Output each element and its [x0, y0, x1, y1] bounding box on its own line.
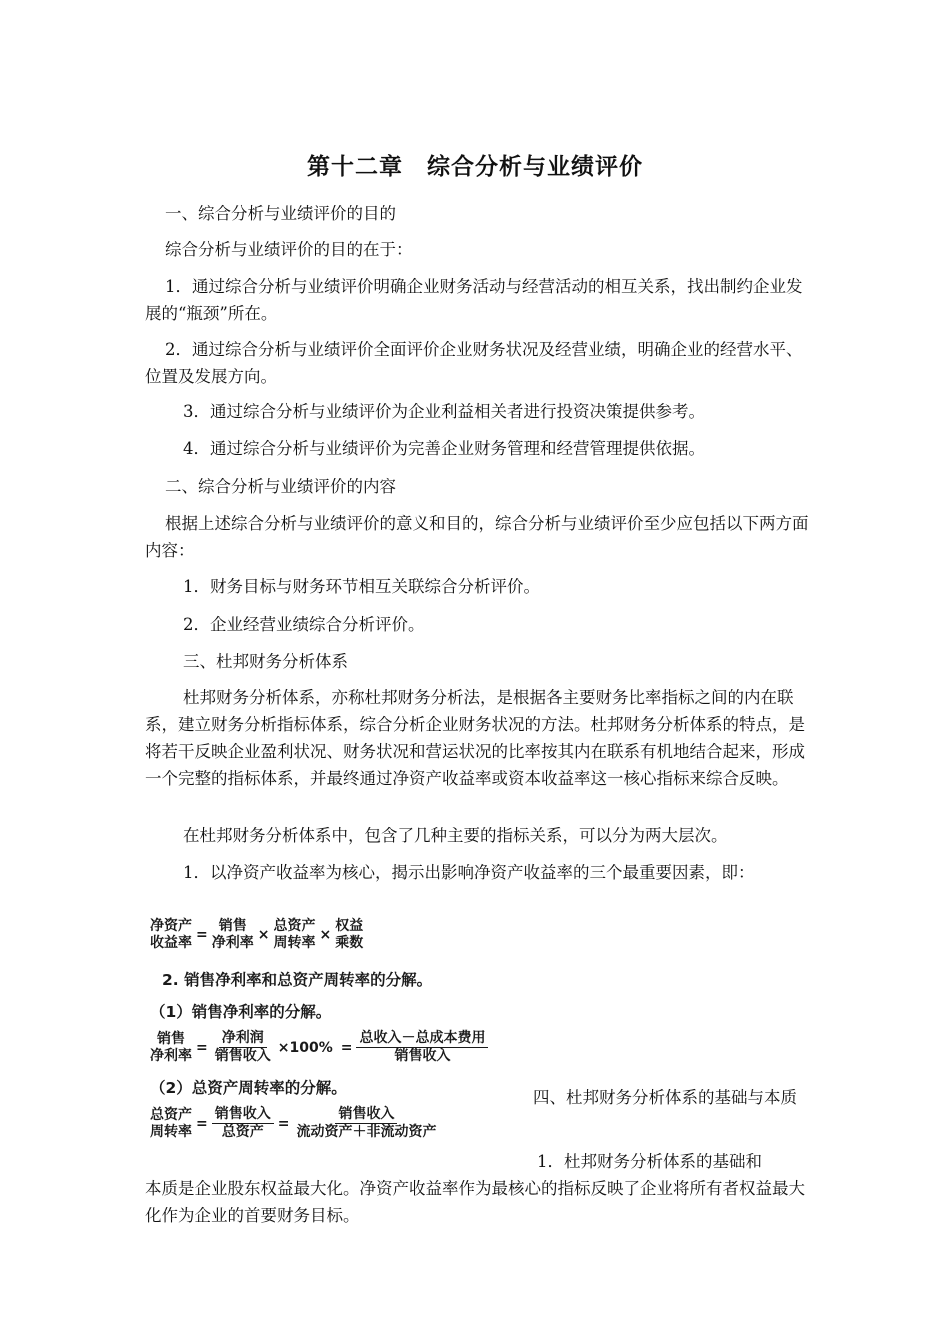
- section-1-item-4: 4．通过综合分析与业绩评价为完善企业财务管理和经营管理提供依据。: [183, 439, 705, 458]
- npm-line-2: 净利率: [211, 935, 254, 951]
- section-1-item-3: 3．通过综合分析与业绩评价为企业利益相关者进行投资决策提供参考。: [183, 402, 705, 421]
- section-3-levels: 在杜邦财务分析体系中，包含了几种主要的指标关系，可以分为两大层次。: [183, 826, 728, 845]
- equals-sign: =: [196, 927, 208, 943]
- fraction-sales-over-current-noncurrent: [293, 1106, 439, 1141]
- equals-sign: =: [196, 1039, 208, 1056]
- section-1-item-1: 1．通过综合分析与业绩评价明确企业财务活动与经营活动的相互关系，找出制约企业发展的“瓶颈”所在。: [145, 277, 803, 323]
- total-assets: 总资产: [221, 1124, 264, 1140]
- npm-line-1: 销售: [157, 1030, 185, 1047]
- tat-line-1: 总资产: [273, 918, 316, 934]
- current-plus-noncurrent-assets: 流动资产＋非流动资产: [296, 1124, 437, 1140]
- em-line-2: 乘数: [335, 935, 364, 951]
- percent-multiplier: ×100%: [277, 1039, 333, 1056]
- tat-term: [273, 918, 315, 952]
- tat-formula: [150, 1106, 439, 1141]
- section-3-item-1: 1．以净资产收益率为核心，揭示出影响净资产收益率的三个最重要因素，即：: [183, 863, 755, 882]
- equals-sign: =: [277, 1115, 290, 1132]
- times-sign: ×: [257, 927, 270, 943]
- section-3-body: 杜邦财务分析体系，亦称杜邦财务分析法，是根据各主要财务比率指标之间的内在联系，建立财务分析指标体系，综合分析企业财务状况的方法。杜邦财务分析体系的特点，是将若干反映企业盈利状况、财务状况和营运状况的比率按其内在联系有机地结合起来，形成一个完整的指标体系，并最终通过净资产收益率或资本收益率这一核心指标来综合反映。: [145, 688, 805, 788]
- equals-sign: =: [340, 1039, 353, 1056]
- section-1-intro: 综合分析与业绩评价的目的在于：: [165, 240, 413, 259]
- fraction-sales-over-assets: [212, 1106, 274, 1141]
- formula-heading-2-1: （1）销售净利率的分解。: [150, 1003, 332, 1021]
- sales-revenue: 销售收入: [212, 1106, 274, 1124]
- roe-line-1: 净资产: [150, 918, 192, 934]
- section-2-heading: 二、综合分析与业绩评价的内容: [165, 477, 396, 496]
- section-4-heading: 四、杜邦财务分析体系的基础与本质: [533, 1088, 797, 1107]
- section-1-item-2: 2．通过综合分析与业绩评价全面评价企业财务状况及经营业绩，明确企业的经营水平、位置及发展方向。: [145, 340, 803, 386]
- npm-formula: [150, 1030, 488, 1065]
- net-profit: 净利润: [219, 1030, 267, 1048]
- equals-sign: =: [196, 1115, 208, 1132]
- npm-line-2: 净利率: [150, 1047, 192, 1064]
- roe-formula: [150, 918, 363, 952]
- section-4-item-1-start: 1．杜邦财务分析体系的基础和: [537, 1152, 762, 1171]
- fraction-np-over-sales: [212, 1030, 274, 1065]
- roe-line-2: 收益率: [150, 935, 192, 951]
- chapter-title: 第十二章 综合分析与业绩评价: [307, 154, 643, 180]
- sales-revenue: 销售收入: [335, 1106, 397, 1124]
- section-1-heading: 一、综合分析与业绩评价的目的: [165, 204, 396, 223]
- formula-heading-2: 2. 销售净利率和总资产周转率的分解。: [162, 971, 433, 989]
- section-4-item-1-continued: 本质是企业股东权益最大化。净资产收益率作为最核心的指标反映了企业将所有者权益最大化作为企业的首要财务目标。: [145, 1179, 805, 1225]
- tat-line-2: 周转率: [273, 935, 316, 951]
- times-sign: ×: [319, 927, 332, 943]
- em-line-1: 权益: [335, 918, 364, 934]
- fraction-rev-minus-cost-over-sales: [356, 1030, 488, 1065]
- tat-line-1: 总资产: [150, 1106, 192, 1123]
- dupont-formula-figure: [150, 912, 525, 1150]
- tat-line-2: 周转率: [150, 1123, 192, 1140]
- sales-revenue: 销售收入: [214, 1048, 271, 1064]
- em-term: [335, 918, 363, 952]
- npm-term: [150, 1031, 192, 1065]
- npm-term: [212, 918, 254, 952]
- sales-revenue: 销售收入: [394, 1048, 451, 1064]
- npm-line-1: 销售: [218, 918, 247, 934]
- section-2-item-1: 1．财务目标与财务环节相互关联综合分析评价。: [183, 577, 540, 596]
- section-2-item-2: 2．企业经营业绩综合分析评价。: [183, 615, 425, 634]
- tat-term: [150, 1107, 192, 1141]
- roe-term: [150, 918, 192, 952]
- section-2-intro: 根据上述综合分析与业绩评价的意义和目的，综合分析与业绩评价至少应包括以下两方面内容：: [145, 514, 809, 560]
- formula-heading-2-2: （2）总资产周转率的分解。: [150, 1079, 347, 1097]
- total-revenue-minus-cost: 总收入－总成本费用: [356, 1030, 488, 1048]
- section-3-heading: 三、杜邦财务分析体系: [183, 652, 348, 671]
